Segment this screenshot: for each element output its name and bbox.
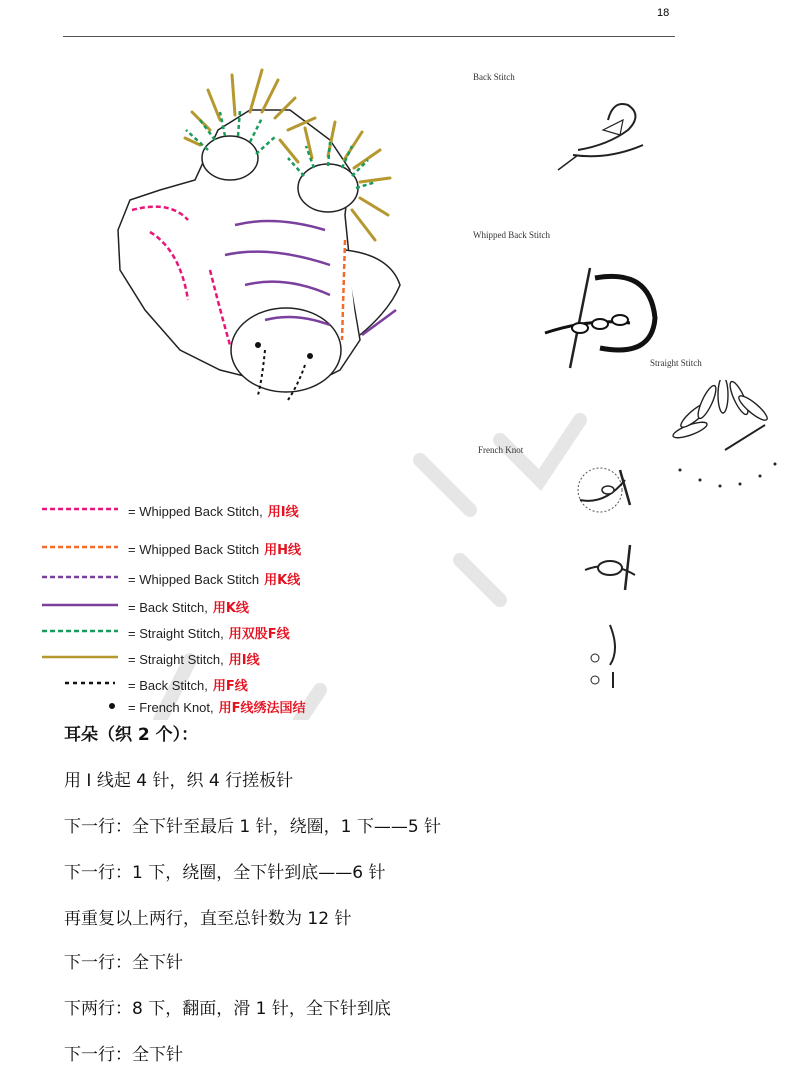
legend-note: 用F线绣法国结 — [218, 701, 306, 716]
legend-note: 用双股F线 — [228, 627, 290, 642]
header-rule — [63, 36, 675, 37]
legend-text: = Straight Stitch, — [128, 626, 224, 641]
instruction-line: 下一行：全下针 — [64, 953, 183, 973]
back-stitch-diagram — [548, 90, 658, 180]
bear-face-diagram — [100, 50, 530, 410]
legend-text: = Back Stitch, — [128, 600, 208, 615]
legend-text: = Whipped Back Stitch — [128, 542, 260, 557]
legend-text: = Whipped Back Stitch — [128, 572, 260, 587]
label-french-knot: French Knot — [478, 445, 524, 455]
instruction-line: 再重复以上两行，直至总针数为 12 针 — [64, 909, 352, 929]
section-heading: 耳朵（织 2 个）： — [64, 725, 199, 745]
legend-text: = Whipped Back Stitch, — [128, 504, 263, 519]
instruction-line: 用 I 线起 4 针，织 4 行搓板针 — [64, 771, 294, 791]
legend-row — [40, 648, 460, 668]
legend-text: = French Knot, — [128, 700, 214, 715]
french-knot-diagram-2 — [580, 540, 660, 600]
legend-note: 用F线 — [212, 679, 248, 694]
legend-row — [40, 500, 460, 520]
instruction-line: 下一行：全下针 — [64, 1045, 183, 1065]
legend-row — [40, 696, 460, 716]
page-number: 18 — [657, 7, 670, 19]
legend-note: 用K线 — [212, 601, 249, 616]
legend-note: 用K线 — [264, 573, 301, 588]
legend-note: 用I线 — [228, 653, 260, 668]
legend-row — [40, 596, 460, 616]
legend-text: = Back Stitch, — [128, 678, 208, 693]
legend-row — [40, 568, 460, 588]
legend-note: 用H线 — [264, 543, 302, 558]
legend-row — [40, 674, 460, 694]
straight-stitch-diagram — [665, 380, 795, 500]
instruction-line: 下两行：8 下，翻面，滑 1 针，全下针到底 — [64, 999, 391, 1019]
legend-row — [40, 622, 460, 642]
label-straight-stitch: Straight Stitch — [650, 358, 702, 368]
label-back-stitch: Back Stitch — [473, 72, 515, 82]
legend-text: = Straight Stitch, — [128, 652, 224, 667]
instruction-line: 下一行：全下针至最后 1 针，绕圈，1 下——5 针 — [64, 817, 442, 837]
embroidery-figure — [0, 40, 800, 720]
french-knot-diagram-3 — [585, 620, 645, 690]
instruction-line: 下一行：1 下，绕圈，全下针到底——6 针 — [64, 863, 386, 883]
legend-note: 用I线 — [267, 505, 299, 520]
label-whipped-back-stitch: Whipped Back Stitch — [473, 230, 550, 240]
french-knot-diagram-1 — [570, 460, 650, 520]
legend-row — [40, 538, 460, 558]
